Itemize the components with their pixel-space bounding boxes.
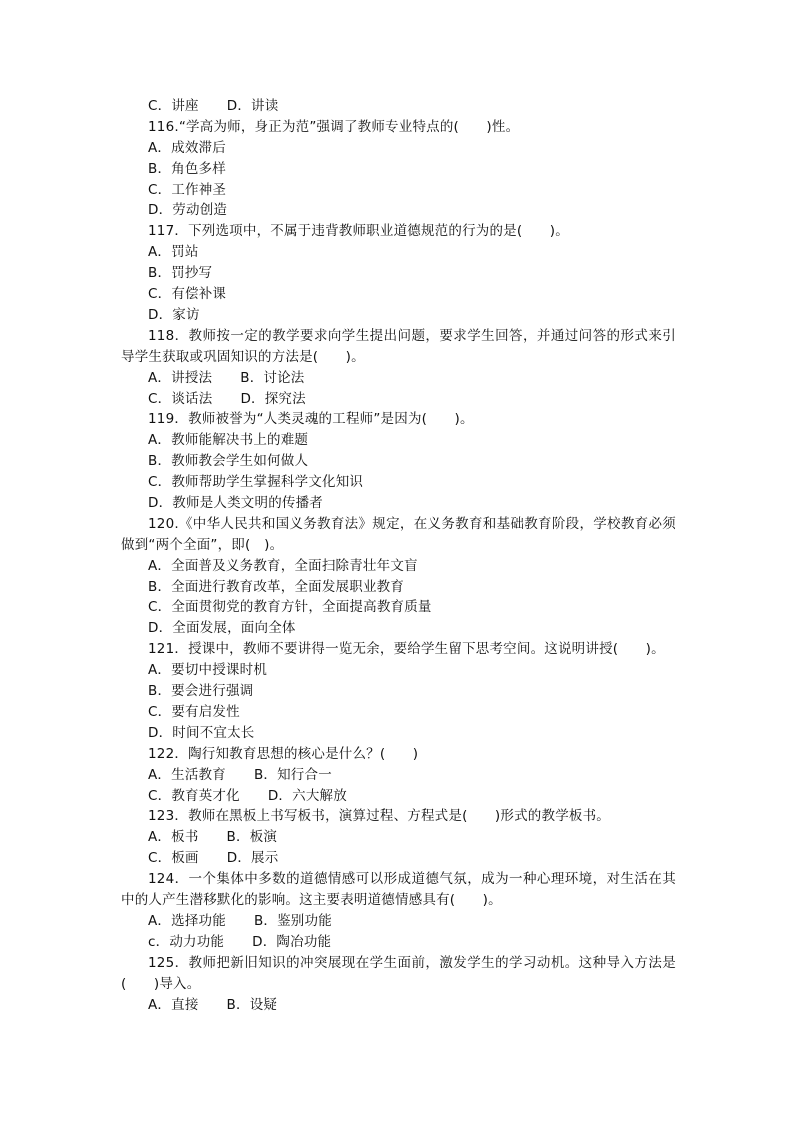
question-stem: 116.“学高为师，身正为范”强调了教师专业特点的( )性。: [148, 118, 520, 135]
question-stem: 119．教师被誉为“人类灵魂的工程师”是因为( )。: [148, 411, 474, 428]
answer-option: D．时间不宜太长: [148, 724, 255, 741]
question-list: [121, 96, 676, 1015]
answer-option-pair: [121, 827, 676, 848]
question-stem: 117．下列选项中，不属于违背教师职业道德规范的行为的是( )。: [148, 223, 569, 240]
question-stem: 124．一个集体中多数的道德情感可以形成道德气氛，成为一种心理环境，对生活在其中的人产生潜移默化的影响。这主要表明道德情感具有( )。: [121, 871, 676, 909]
question-stem: 125．教师把新旧知识的冲突展现在学生面前，激发学生的学习动机。这种导入方法是( )导入。: [121, 954, 676, 992]
answer-option: A．讲授法: [148, 369, 213, 386]
answer-option: C．谈话法: [148, 390, 213, 407]
question-stem: 121．授课中，教师不要讲得一览无余，要给学生留下思考空间。这说明讲授( )。: [148, 641, 665, 658]
answer-option: C．教育英才化: [148, 787, 240, 804]
answer-option-pair: [121, 765, 676, 786]
answer-option: c．动力功能: [148, 933, 225, 950]
answer-option: C．板画: [148, 850, 199, 867]
answer-option: A．全面普及义务教育，全面扫除青壮年文盲: [148, 557, 418, 574]
answer-option: D．讲读: [226, 98, 279, 114]
answer-option: D．陶冶功能: [252, 933, 332, 950]
answer-option: C．工作神圣: [148, 181, 227, 198]
answer-option-pair: [121, 786, 676, 807]
answer-option: D．探究法: [240, 390, 306, 407]
answer-option: C．有偿补课: [148, 286, 227, 303]
answer-option: B．鉴别功能: [253, 912, 332, 929]
answer-option: C．教师帮助学生掌握科学文化知识: [148, 474, 364, 491]
answer-option: C．讲座: [148, 98, 199, 114]
answer-option: D．全面发展，面向全体: [148, 620, 296, 637]
answer-option: B．教师教会学生如何做人: [148, 453, 309, 470]
answer-option-pair: [121, 389, 676, 410]
answer-option: A．教师能解决书上的难题: [148, 432, 309, 449]
question-stem: 118．教师按一定的教学要求向学生提出问题，要求学生回答，并通过问答的形式来引导学生获取或巩固知识的方法是( )。: [121, 327, 676, 365]
answer-option: A．成效滞后: [148, 139, 226, 156]
answer-option: D．劳动创造: [148, 202, 228, 219]
answer-option: B．全面进行教育改革，全面发展职业教育: [148, 578, 405, 595]
answer-option: A．罚站: [148, 244, 199, 261]
answer-option: C．全面贯彻党的教育方针，全面提高教育质量: [148, 599, 432, 616]
answer-option: A．板书: [148, 829, 199, 846]
answer-option: B．罚抄写: [148, 265, 213, 282]
question-stem: 120.《中华人民共和国义务教育法》规定，在义务教育和基础教育阶段，学校教育必须做到“两个全面”，即( )。: [121, 515, 676, 553]
answer-option: D．教师是人类文明的传播者: [148, 495, 323, 511]
question-stem: 122．陶行知教育思想的核心是什么？( ): [148, 745, 419, 762]
answer-option: B．知行合一: [253, 766, 332, 783]
answer-option: A．选择功能: [148, 912, 226, 929]
answer-option-pair: [121, 368, 676, 389]
answer-option-pair: [121, 96, 676, 117]
answer-option: B．讨论法: [240, 369, 305, 386]
answer-option: A．生活教育: [148, 766, 226, 783]
answer-option: B．设疑: [226, 996, 278, 1013]
answer-option-pair: [121, 932, 676, 953]
answer-option: D．家访: [148, 306, 200, 323]
answer-option: A．要切中授课时机: [148, 662, 268, 679]
answer-option: B．角色多样: [148, 160, 226, 177]
answer-option: D．展示: [226, 850, 279, 867]
answer-option-pair: [121, 911, 676, 932]
answer-option: D．六大解放: [267, 787, 347, 804]
answer-option: B．板演: [226, 829, 278, 846]
answer-option-pair: [121, 995, 676, 1016]
answer-option: A．直接: [148, 996, 199, 1013]
answer-option-pair: [121, 848, 676, 869]
question-stem: 123．教师在黑板上书写板书，演算过程、方程式是( )形式的教学板书。: [148, 808, 610, 825]
answer-option: C．要有启发性: [148, 703, 240, 720]
answer-option: B．要会进行强调: [148, 683, 254, 700]
